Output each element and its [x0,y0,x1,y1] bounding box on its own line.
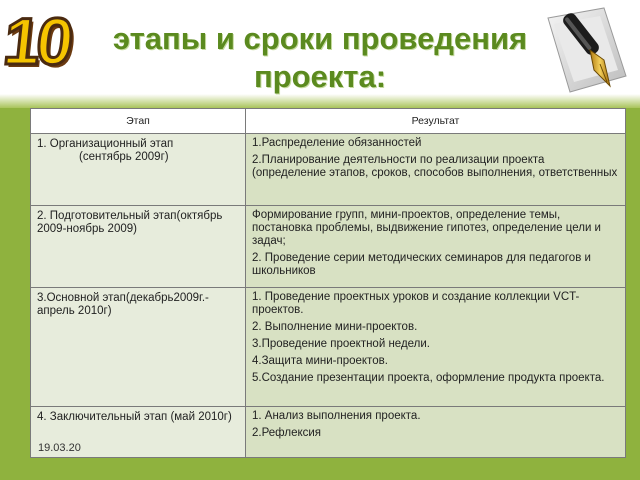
result-item: 3.Проведение проектной недели. [252,338,430,350]
column-header-result: Результат [246,109,626,134]
result-cell [246,134,626,206]
stage-name: 3.Основной этап(декабрь2009г.-апрель 2010г) [37,292,209,317]
slide-number-logo: 10 [0,4,74,78]
stage-cell [31,206,246,288]
title-line-1: этапы и сроки проведения [112,21,528,56]
table-header-row [31,109,626,134]
stage-cell [31,134,246,206]
result-item: 4.Защита мини-проектов. [252,355,388,367]
stages-table-container [30,108,626,458]
stage-date: (сентябрь 2009г) [79,151,169,163]
result-cell [246,206,626,288]
result-item: 2. Проведение серии методических семинаров для педагогов и школьников [252,252,591,277]
title-line-2: проекта: [253,59,387,94]
table-row [31,206,626,288]
table-row [31,134,626,206]
result-item: 1. Анализ выполнения проекта. [252,410,421,422]
stage-name: 2. Подготовительный этап(октябрь 2009-ноябрь 2009) [37,210,223,235]
stage-name: 1. Организационный этап [37,138,174,150]
result-cell [246,407,626,458]
result-item: 1. Проведение проектных уроков и создание коллекции VCT-проектов. [252,291,580,316]
result-item: 2.Рефлексия [252,427,322,439]
stage-name: 4. Заключительный этап (май 2010г) [37,411,232,423]
result-item: 1.Распределение обязанностей [252,137,422,149]
slide-date: 19.03.20 [38,442,81,454]
table-row [31,407,626,458]
stage-cell [31,288,246,407]
result-cell [246,288,626,407]
stages-table [30,108,626,458]
result-item: 5.Создание презентации проекта, оформление продукта проекта. [252,372,605,384]
result-item: 2. Выполнение мини-проектов. [252,321,418,333]
result-item: Формирование групп, мини-проектов, определение темы, постановка проблемы, выдвижение гипотез, определение цели и задач; [252,209,601,247]
result-item: 2.Планирование деятельности по реализации проекта (определение этапов, сроков, способов выполнения, ответственных [252,154,618,179]
column-header-stage: Этап [31,109,246,134]
table-row [31,288,626,407]
fountain-pen-icon [544,6,630,100]
